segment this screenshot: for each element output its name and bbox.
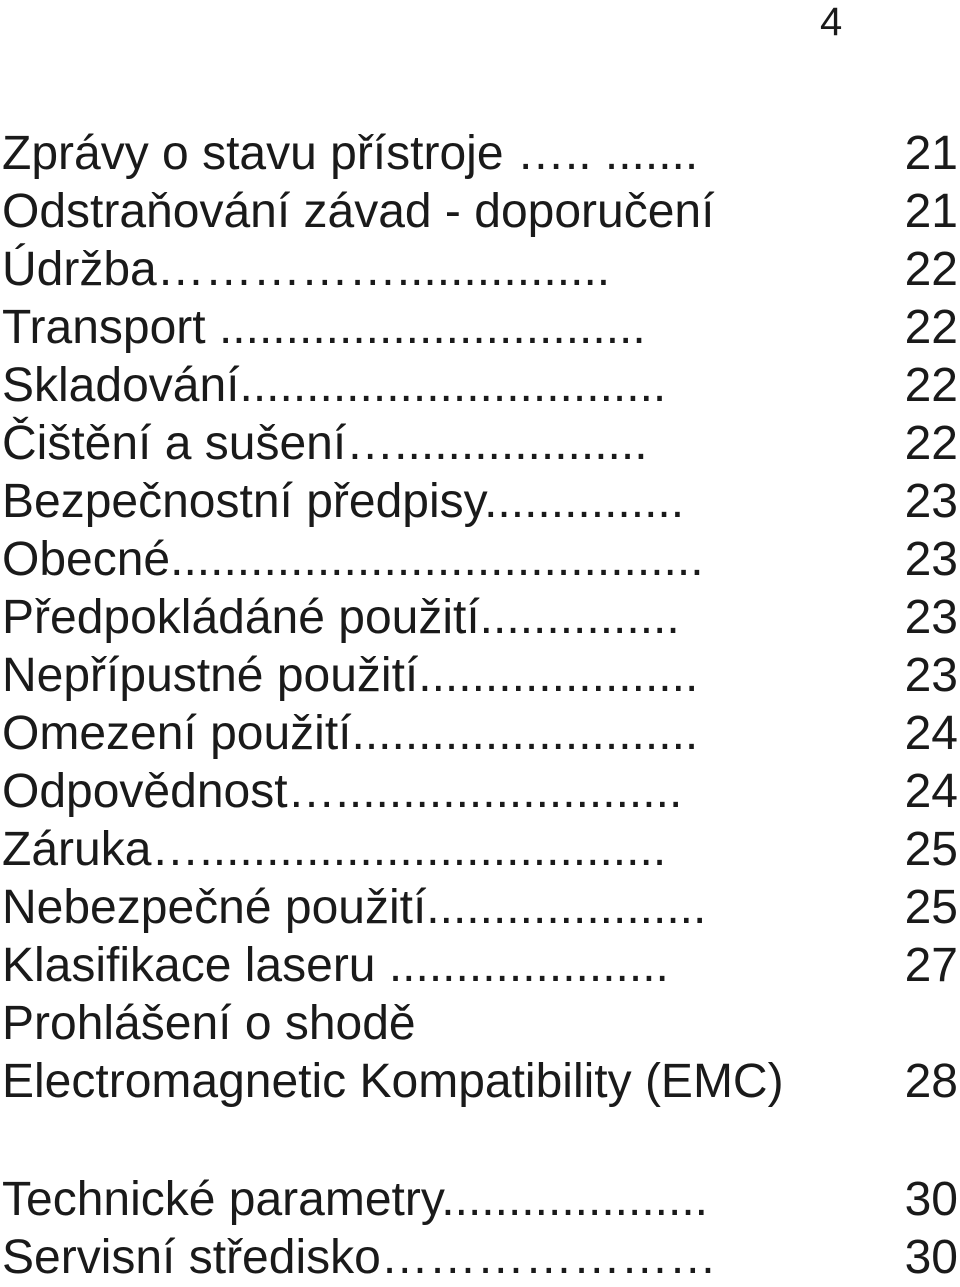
toc-entry-page: 21 <box>904 127 958 180</box>
toc-entry-udrzba <box>2 241 958 299</box>
toc-entry-page: 27 <box>904 939 958 992</box>
toc-entry-prohlaseni-o-shode <box>2 995 958 1053</box>
toc-entry-title: Čištění a sušení…................... <box>2 417 648 470</box>
toc-entry-klasifikace-laseru <box>2 937 958 995</box>
toc-entry-cisteni-a-suseni <box>2 415 958 473</box>
toc-entry-title: Transport ................................ <box>2 301 646 354</box>
toc-entry-title: Předpokládáné použití............... <box>2 591 680 644</box>
toc-entry-page: 28 <box>904 1055 958 1108</box>
toc-entry-page: 23 <box>904 475 958 528</box>
toc-entry-page: 23 <box>904 591 958 644</box>
toc-entry-nebezpecne-pouziti <box>2 879 958 937</box>
toc-entry-title: Electromagnetic Kompatibility (EMC) <box>2 1055 784 1108</box>
toc-entry-page: 22 <box>904 243 958 296</box>
page-number: 4 <box>820 0 843 44</box>
toc-entry-nepripustne-pouziti <box>2 647 958 705</box>
toc-entry-page: 22 <box>904 359 958 412</box>
toc-entry-title: Technické parametry.................... <box>2 1173 709 1226</box>
toc-entry-title: Údržba……………................ <box>2 243 611 296</box>
toc-entry-title: Nepřípustné použití..................... <box>2 649 699 702</box>
toc-entry-title: Klasifikace laseru ..................... <box>2 939 669 992</box>
toc-entry-page: 23 <box>904 533 958 586</box>
toc-entry-title: Obecné........................................ <box>2 533 704 586</box>
toc-entry-transport <box>2 299 958 357</box>
toc-entry-title: Nebezpečné použití..................... <box>2 881 707 934</box>
toc-entry-title: Skladování................................ <box>2 359 667 412</box>
toc-entry-page: 25 <box>904 881 958 934</box>
toc-entry-odstranovani-zavad <box>2 183 958 241</box>
toc-entry-title: Odstraňování závad - doporučení <box>2 185 715 238</box>
toc-entry-omezeni-pouziti <box>2 705 958 763</box>
toc-entry-predpokladane-pouziti <box>2 589 958 647</box>
toc-entry-skladovani <box>2 357 958 415</box>
table-of-contents <box>2 125 958 1287</box>
toc-entry-odpovednost <box>2 763 958 821</box>
toc-entry-title: Zprávy o stavu přístroje ….. ....... <box>2 127 699 180</box>
toc-entry-page: 24 <box>904 707 958 760</box>
toc-entry-page: 21 <box>904 185 958 238</box>
toc-entry-page: 30 <box>904 1231 958 1284</box>
toc-entry-title: Odpovědnost….......................... <box>2 765 683 818</box>
toc-entry-emc <box>2 1053 958 1111</box>
toc-entry-page: 30 <box>904 1173 958 1226</box>
toc-entry-obecne <box>2 531 958 589</box>
toc-entry-title: Prohlášení o shodě <box>2 997 416 1050</box>
toc-entry-title: Omezení použití.......................... <box>2 707 699 760</box>
toc-entry-servisni-stredisko <box>2 1229 958 1287</box>
toc-entry-title: Bezpečnostní předpisy............... <box>2 475 685 528</box>
toc-entry-page: 22 <box>904 301 958 354</box>
toc-entry-page: 22 <box>904 417 958 470</box>
toc-entry-page: 24 <box>904 765 958 818</box>
toc-entry-title: Servisní středisko………………… <box>2 1231 717 1284</box>
toc-entry-technicke-parametry <box>2 1171 958 1229</box>
toc-entry-title: Záruka…................................... <box>2 823 667 876</box>
toc-entry-page: 25 <box>904 823 958 876</box>
toc-entry-bezpecnostni-predpisy <box>2 473 958 531</box>
toc-entry-page: 23 <box>904 649 958 702</box>
toc-entry-zaruka <box>2 821 958 879</box>
toc-entry-zpravy-o-stavu <box>2 125 958 183</box>
